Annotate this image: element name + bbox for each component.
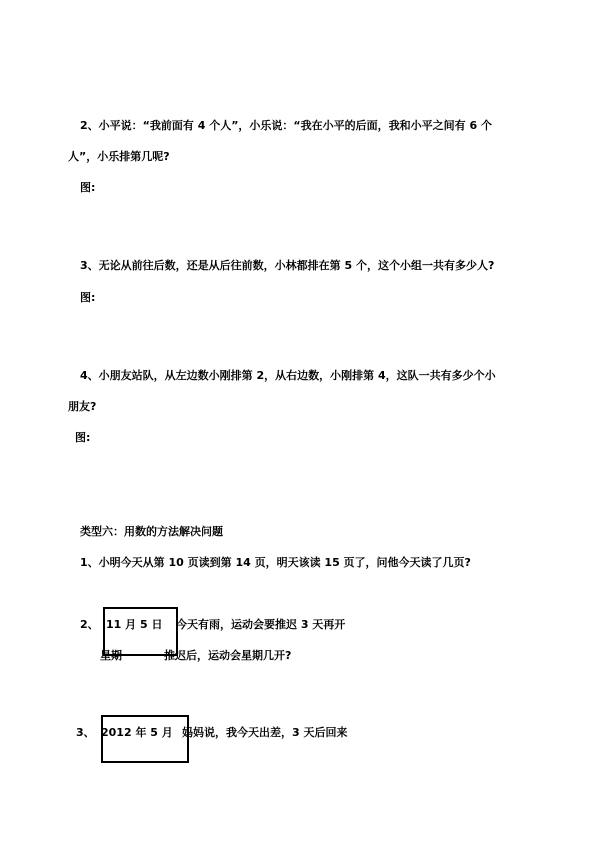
- section-title: 类型六：用数的方法解决问题: [80, 525, 223, 538]
- problem-3-number: 3、: [76, 726, 95, 739]
- q4-line1: 4、小朋友站队，从左边数小刚排第 2，从右边数，小刚排第 4，这队一共有多少个小: [80, 369, 496, 382]
- problem-2-line2: 推迟后，运动会星期几开?: [164, 649, 292, 662]
- problem-2-weekday-label: 星期: [100, 649, 122, 662]
- q2-line1: 2、小平说：“我前面有 4 个人”，小乐说：“我在小平的后面，我和小平之间有 6 个: [80, 119, 492, 132]
- q4-diagram-label: 图:: [75, 431, 91, 444]
- q2-line2: 人”，小乐排第几呢?: [68, 150, 170, 163]
- q3-line1: 3、无论从前往后数，还是从后往前数，小林都排在第 5 个，这个小组一共有多少人?: [80, 259, 495, 272]
- q2-diagram-label: 图:: [80, 181, 96, 194]
- q3-diagram-label: 图:: [80, 291, 96, 304]
- problem-2-box-text: 11 月 5 日: [106, 618, 163, 631]
- problem-2-number: 2、: [80, 618, 99, 631]
- problem-3-line1: 妈妈说，我今天出差，3 天后回来: [182, 726, 348, 739]
- problem-3-box-text: 2012 年 5 月: [101, 726, 173, 739]
- problem-2-line1: 今天有雨，运动会要推迟 3 天再开: [176, 618, 346, 631]
- q4-line2: 朋友?: [68, 400, 97, 413]
- problem-1-text: 1、小明今天从第 10 页读到第 14 页，明天该读 15 页了，问他今天读了几页?: [80, 556, 471, 569]
